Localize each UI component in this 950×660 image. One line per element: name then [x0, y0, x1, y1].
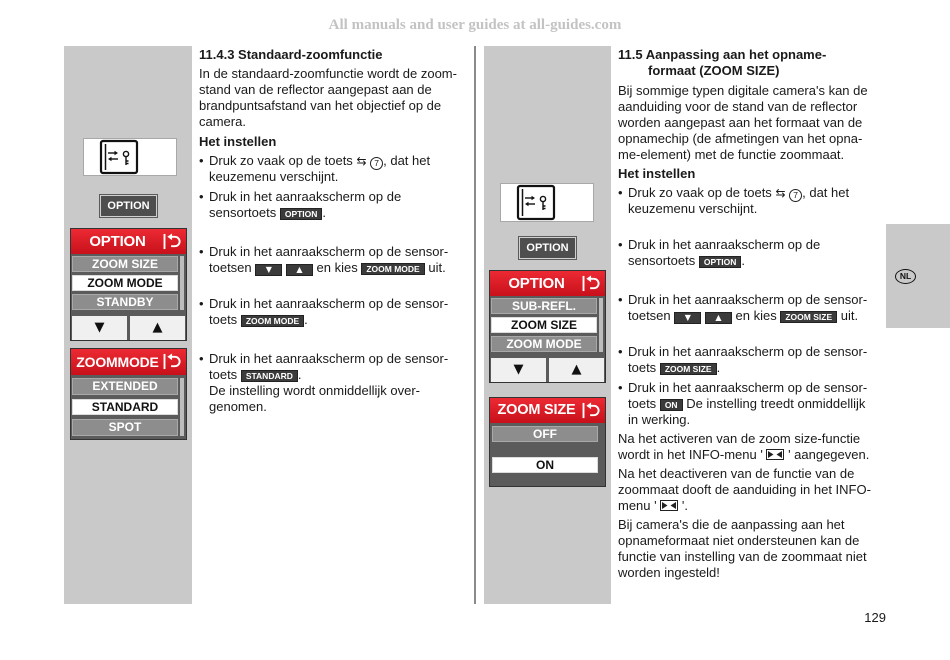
- zoom-mode-key: ZOOM MODE: [241, 315, 304, 327]
- menu-header: [71, 229, 186, 254]
- text-fragment: toets: [628, 360, 657, 375]
- text-line: [199, 312, 448, 328]
- text-line: me-element) met de functie zoommaat.: [618, 147, 845, 162]
- bullet: •: [618, 292, 623, 307]
- back-icon: [582, 275, 602, 292]
- bullet: •: [199, 153, 204, 168]
- option-button-display: OPTION: [519, 237, 576, 259]
- menu-item-standby: STANDBY: [72, 294, 178, 310]
- text-line: Druk in het aanraakscherm op de: [628, 237, 821, 252]
- text-line: [199, 205, 401, 221]
- text-line: opnamechip (de afmetingen van het opna-: [618, 131, 863, 146]
- bullet: •: [199, 189, 204, 204]
- bullet: •: [618, 237, 623, 252]
- menu-item-on: ON: [492, 457, 598, 473]
- text-fragment: toets: [628, 396, 657, 411]
- text-line: [618, 396, 867, 412]
- menu-item-zoom-mode: ZOOM MODE: [491, 336, 597, 352]
- text-line: In de standaard-zoomfunctie wordt de zoom-: [199, 66, 457, 81]
- text-line: functie van instelling van de zoommaat niet: [618, 549, 867, 564]
- bullet: •: [618, 185, 623, 200]
- standard-key: STANDARD: [241, 370, 298, 382]
- note-paragraph: [618, 466, 871, 514]
- watermark-text: All manuals and user guides at all-guides.com: [328, 17, 622, 33]
- section-title-continued: formaat (ZOOM SIZE): [648, 63, 780, 78]
- text-fragment: De instelling treedt onmiddellijk: [686, 396, 866, 411]
- option-menu-display: [489, 270, 606, 383]
- text-fragment: toets: [209, 367, 238, 382]
- step-item: [199, 153, 430, 185]
- text-fragment: uit.: [428, 260, 446, 275]
- text-fragment: sensortoets: [209, 205, 277, 220]
- up-arrow-icon: ▲: [571, 362, 582, 377]
- text-line: [618, 308, 867, 324]
- up-arrow-button: [549, 358, 604, 382]
- subheading: Het instellen: [199, 134, 277, 149]
- text-fragment: .: [322, 205, 327, 220]
- menu-item-spot: SPOT: [72, 419, 178, 436]
- text-fragment: , dat het: [383, 153, 431, 168]
- menu-item-extended: EXTENDED: [72, 378, 178, 395]
- back-icon: [163, 353, 183, 370]
- zoom-mode-key: ZOOM MODE: [361, 263, 424, 275]
- text-line: Druk in het aanraakscherm op de sensor-: [209, 244, 449, 259]
- column-divider: [474, 46, 476, 604]
- text-fragment: , dat het: [802, 185, 850, 200]
- text-fragment: sensortoets: [628, 253, 696, 268]
- text-line: Na het activeren van de zoom size-functie: [618, 431, 861, 446]
- down-arrow-icon: ▼: [513, 362, 524, 377]
- text-line: [618, 253, 820, 269]
- text-line: [618, 185, 849, 201]
- menu-title: OPTION: [508, 275, 565, 292]
- option-key: OPTION: [699, 256, 742, 268]
- text-fragment: toetsen: [628, 308, 671, 323]
- up-arrow-key: ▲: [286, 264, 313, 276]
- section-title: 11.5 Aanpassing aan het opname-: [618, 47, 827, 62]
- back-icon: [582, 402, 602, 419]
- scrollbar: [180, 256, 184, 310]
- button-diagram: [500, 183, 594, 222]
- bullet: •: [618, 344, 623, 359]
- text-fragment: ' aangegeven.: [788, 447, 870, 462]
- text-line: [618, 360, 867, 376]
- scrollbar: [599, 298, 603, 352]
- circled-number: 7: [370, 157, 383, 170]
- text-fragment: toetsen: [209, 260, 252, 275]
- step-item: [199, 296, 448, 328]
- text-line: keuzemenu verschijnt.: [628, 201, 758, 216]
- menu-title: ZOOMMODE: [76, 354, 159, 370]
- down-arrow-icon: ▼: [94, 320, 105, 335]
- text-line: Druk in het aanraakscherm op de: [209, 189, 402, 204]
- step-item: [199, 189, 401, 221]
- menu-item-standard: STANDARD: [72, 399, 178, 415]
- scrollbar: [180, 378, 184, 436]
- text-fragment: toets: [209, 312, 238, 327]
- menu-title: ZOOM SIZE: [497, 402, 576, 418]
- button-diagram-icon: [501, 184, 593, 221]
- down-arrow-button: [491, 358, 546, 382]
- text-line: [618, 498, 871, 514]
- step-item: [618, 292, 867, 324]
- zoom-size-key: ZOOM SIZE: [780, 311, 837, 323]
- zoom-size-key: ZOOM SIZE: [660, 363, 717, 375]
- up-arrow-icon: ▲: [152, 320, 163, 335]
- text-fragment: Druk zo vaak op de toets: [209, 153, 353, 168]
- text-line: [199, 260, 448, 276]
- text-line: [618, 447, 869, 463]
- up-arrow-key: ▲: [705, 312, 732, 324]
- text-line: Na het deactiveren van de functie van de: [618, 466, 855, 481]
- text-fragment: menu ': [618, 498, 657, 513]
- text-line: worden ingesteld!: [618, 565, 720, 580]
- step-item: [618, 185, 849, 217]
- swap-arrows-icon: ⇆: [775, 186, 786, 200]
- text-line: Druk in het aanraakscherm op de sensor-: [209, 351, 449, 366]
- bullet: •: [199, 244, 204, 259]
- menu-title: OPTION: [89, 233, 146, 250]
- step-item: [199, 244, 448, 276]
- text-fragment: .: [716, 360, 721, 375]
- intro-paragraph: [199, 66, 457, 130]
- text-line: Druk in het aanraakscherm op de sensor-: [628, 380, 868, 395]
- menu-item-sub-refl: SUB-REFL.: [491, 298, 597, 314]
- on-key: ON: [660, 399, 683, 411]
- language-tab: [886, 224, 950, 328]
- menu-item-zoom-size: ZOOM SIZE: [491, 317, 597, 333]
- menu-header: [71, 349, 186, 375]
- option-button-display: OPTION: [100, 195, 157, 217]
- note-paragraph: [618, 517, 867, 581]
- text-fragment: .: [741, 253, 746, 268]
- text-line: Druk in het aanraakscherm op de sensor-: [628, 292, 868, 307]
- text-line: genomen.: [209, 399, 267, 414]
- zoom-size-info-icon: [660, 500, 678, 511]
- text-line: camera.: [199, 114, 246, 129]
- button-diagram-icon: [84, 139, 176, 175]
- text-line: [199, 367, 448, 383]
- subheading: Het instellen: [618, 166, 696, 181]
- text-line: opnameformaat niet ondersteunen kan de: [618, 533, 860, 548]
- step-item: [618, 380, 867, 428]
- down-arrow-button: [72, 316, 127, 340]
- page-number: 129: [864, 610, 886, 625]
- menu-item-zoom-mode: ZOOM MODE: [72, 275, 178, 291]
- text-line: worden aangepast aan het formaat van de: [618, 115, 863, 130]
- zoom-size-info-icon: [766, 449, 784, 460]
- text-line: keuzemenu verschijnt.: [209, 169, 339, 184]
- zoommode-menu-display: [70, 348, 187, 440]
- circled-number: 7: [789, 189, 802, 202]
- bullet: •: [618, 380, 623, 395]
- language-badge: NL: [895, 269, 916, 284]
- text-fragment: Druk zo vaak op de toets: [628, 185, 772, 200]
- up-arrow-button: [130, 316, 185, 340]
- step-item: [199, 351, 448, 415]
- text-line: Bij camera's die de aanpassing aan het: [618, 517, 845, 532]
- menu-item-zoom-size: ZOOM SIZE: [72, 256, 178, 272]
- bullet: •: [199, 351, 204, 366]
- text-line: De instelling wordt onmiddellijk over-: [209, 383, 420, 398]
- menu-header: [490, 398, 605, 423]
- text-fragment: uit.: [840, 308, 859, 323]
- text-fragment: .: [304, 312, 308, 327]
- text-line: aanduiding voor de stand van de reflector: [618, 99, 858, 114]
- button-diagram: [83, 138, 177, 176]
- text-fragment: '.: [681, 498, 688, 513]
- option-key: OPTION: [280, 208, 323, 220]
- zoomsize-menu-display: [489, 397, 606, 487]
- text-fragment: en kies: [316, 260, 358, 275]
- step-item: [618, 237, 820, 269]
- text-fragment: .: [297, 367, 302, 382]
- intro-paragraph: [618, 83, 868, 163]
- text-line: brandpuntsafstand van het objectief op de: [199, 98, 442, 113]
- text-fragment: en kies: [735, 308, 777, 323]
- text-line: in werking.: [628, 412, 691, 427]
- text-line: Druk in het aanraakscherm op de sensor-: [628, 344, 868, 359]
- text-fragment: wordt in het INFO-menu ': [618, 447, 763, 462]
- text-line: [199, 153, 430, 169]
- text-line: zoommaat dooft de aanduiding in het INFO-: [618, 482, 871, 497]
- down-arrow-key: ▼: [674, 312, 701, 324]
- down-arrow-key: ▼: [255, 264, 282, 276]
- menu-header: [490, 271, 605, 296]
- swap-arrows-icon: ⇆: [356, 154, 367, 168]
- bullet: •: [199, 296, 204, 311]
- text-line: Bij sommige typen digitale camera's kan de: [618, 83, 868, 98]
- back-icon: [163, 233, 183, 250]
- note-paragraph: [618, 431, 869, 463]
- menu-item-off: OFF: [492, 426, 598, 442]
- text-line: Druk in het aanraakscherm op de sensor-: [209, 296, 449, 311]
- step-item: [618, 344, 867, 376]
- option-menu-display: [70, 228, 187, 341]
- section-title: 11.4.3 Standaard-zoomfunctie: [199, 47, 383, 62]
- text-line: stand van de reflector aangepast aan de: [199, 82, 432, 97]
